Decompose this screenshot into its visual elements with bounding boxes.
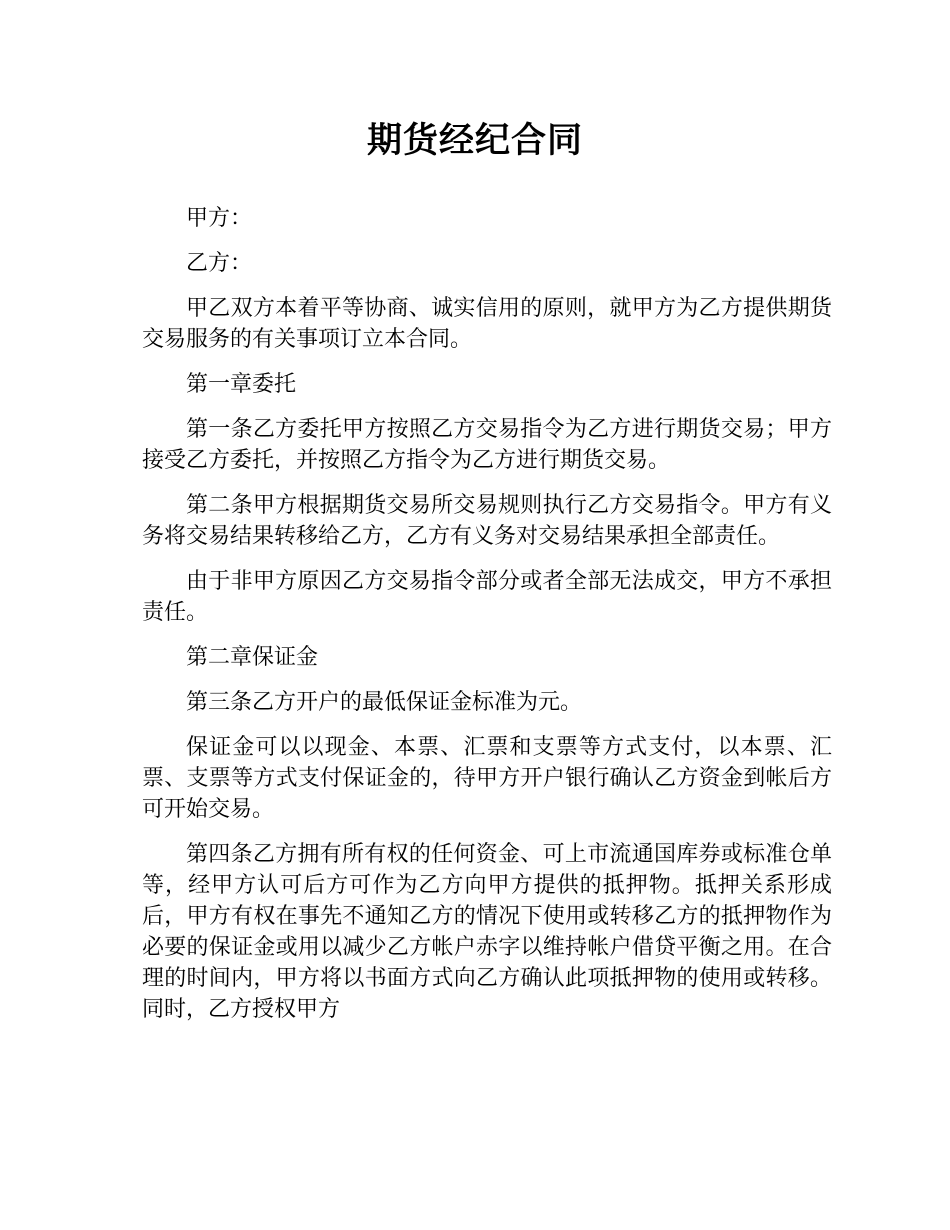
article-3-paragraph: 第三条乙方开户的最低保证金标准为元。 — [186, 690, 583, 715]
article-2-paragraph: 第二条甲方根据期货交易所交易规则执行乙方交易指令。甲方有义务将交易结果转移给乙方，乙方有义务对交易结果承担全部责任。 — [142, 493, 832, 549]
article-1-paragraph: 第一条乙方委托甲方按照乙方交易指令为乙方进行期货交易；甲方接受乙方委托，并按照乙方指令为乙方进行期货交易。 — [142, 417, 832, 473]
document-body — [142, 203, 832, 1039]
preamble-paragraph: 甲乙双方本着平等协商、诚实信用的原则，就甲方为乙方提供期货交易服务的有关事项订立本合同。 — [142, 296, 832, 352]
article-4-paragraph: 第四条乙方拥有所有权的任何资金、可上市流通国库券或标准仓单等，经甲方认可后方可作为乙方向甲方提供的抵押物。抵押关系形成后，甲方有权在事先不通知乙方的情况下使用或转移乙方的抵押物作为必要的保证金或用以减少乙方帐户赤字以维持帐户借贷平衡之用。在合理的时间内，甲方将以书面方式向乙方确认此项抵押物的使用或转移。同时，乙方授权甲方 — [142, 842, 832, 1022]
party-b-line: 乙方： — [186, 251, 253, 276]
chapter-2-heading: 第二章保证金 — [186, 645, 319, 670]
article-2-note-paragraph: 由于非甲方原因乙方交易指令部分或者全部无法成交，甲方不承担责任。 — [142, 569, 832, 625]
party-a-line: 甲方： — [186, 206, 253, 231]
deposit-payment-paragraph: 保证金可以以现金、本票、汇票和支票等方式支付，以本票、汇票、支票等方式支付保证金的，待甲方开户银行确认乙方资金到帐后方可开始交易。 — [142, 735, 832, 822]
document-title: 期货经纪合同 — [366, 121, 583, 161]
chapter-1-heading: 第一章委托 — [186, 372, 297, 397]
